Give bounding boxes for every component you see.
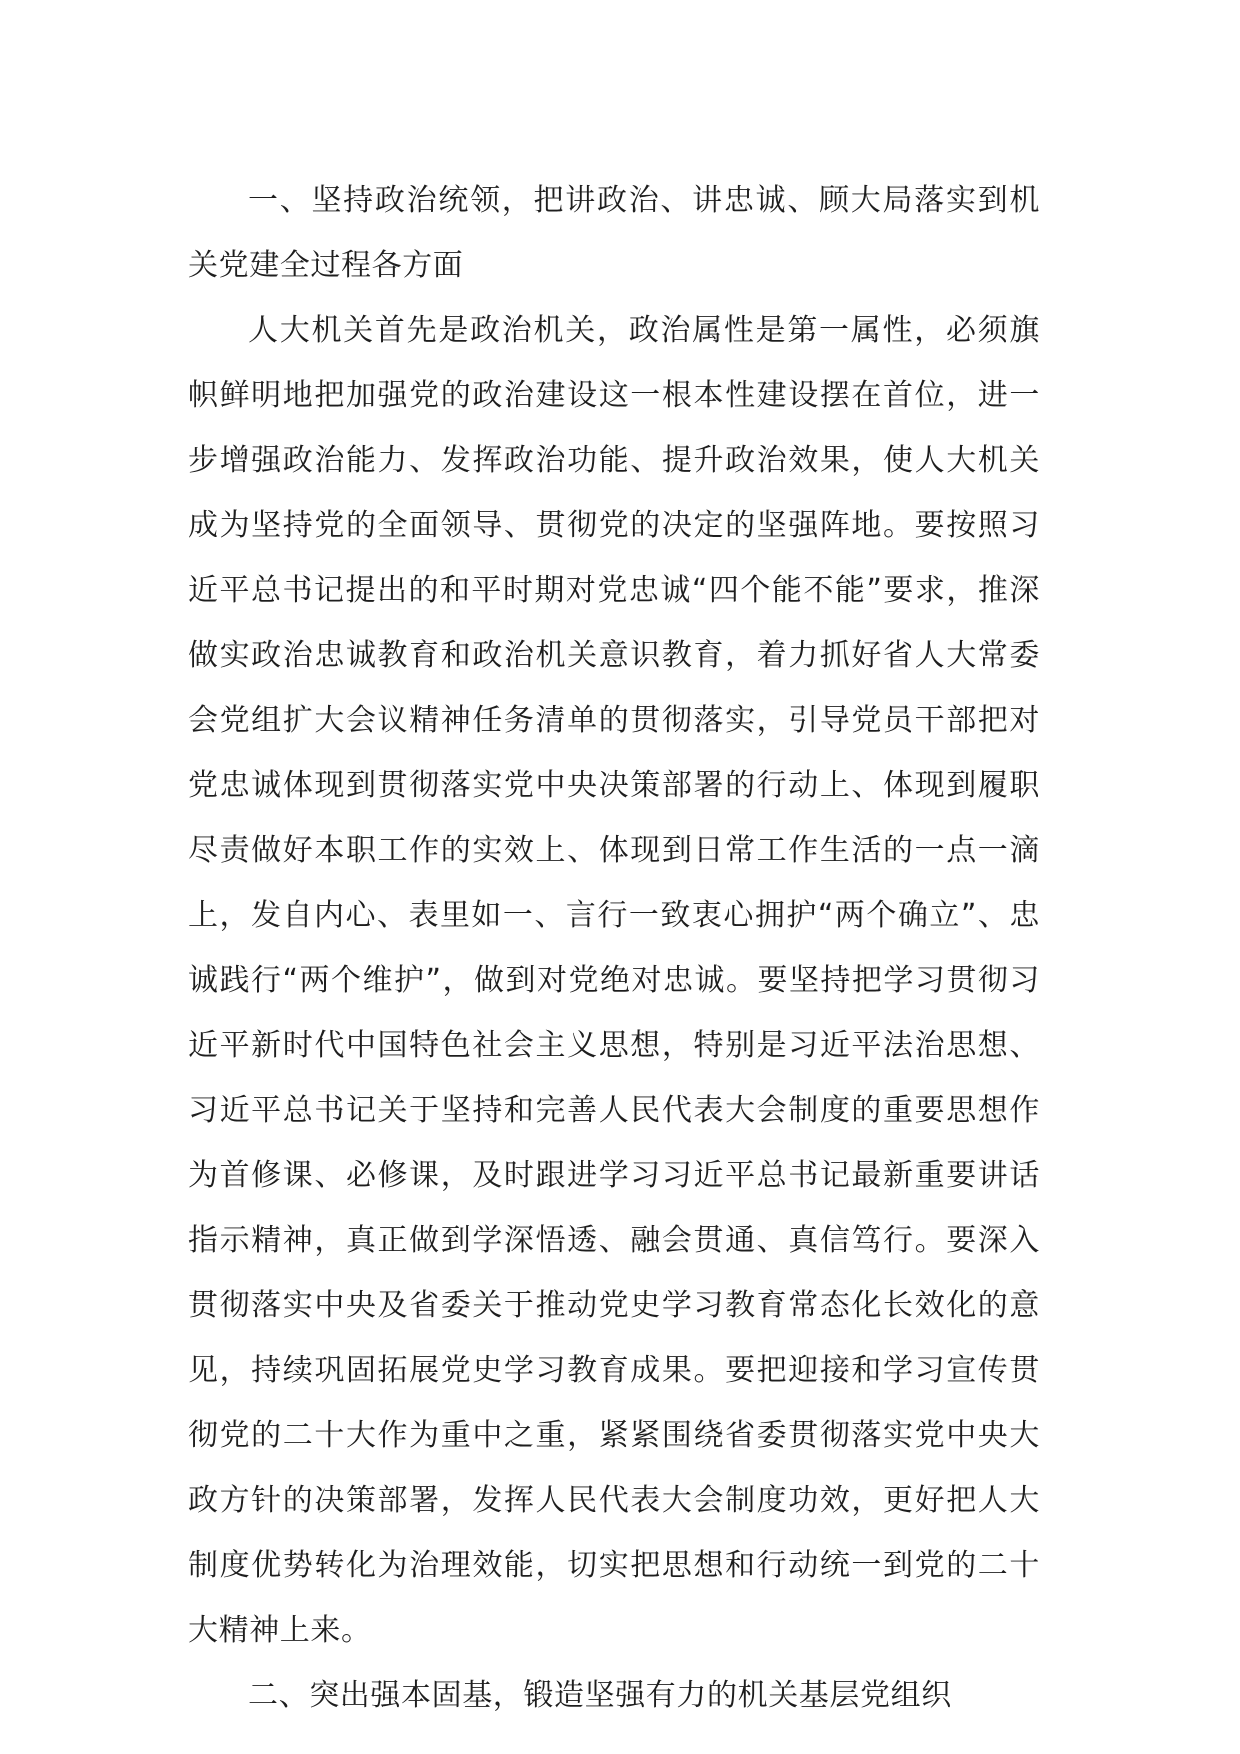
document-body	[188, 168, 1040, 1728]
section-heading-1: 一、坚持政治统领，把讲政治、讲忠诚、顾大局落实到机关党建全过程各方面	[188, 183, 1040, 283]
section-heading-2: 二、突出强本固基，锻造坚强有力的机关基层党组织	[248, 1678, 952, 1713]
body-paragraph: 人大机关首先是政治机关，政治属性是第一属性，必须旗帜鲜明地把加强党的政治建设这一根本性建设摆在首位，进一步增强政治能力、发挥政治功能、提升政治效果，使人大机关成为坚持党的全面领导、贯彻党的决定的坚强阵地。要按照习近平总书记提出的和平时期对党忠诚“四个能不能”要求，推深做实政治忠诚教育和政治机关意识教育，着力抓好省人大常委会党组扩大会议精神任务清单的贯彻落实，引导党员干部把对党忠诚体现到贯彻落实党中央决策部署的行动上、体现到履职尽责做好本职工作的实效上、体现到日常工作生活的一点一滴上，发自内心、表里如一、言行一致衷心拥护“两个确立”、忠诚践行“两个维护”，做到对党绝对忠诚。要坚持把学习贯彻习近平新时代中国特色社会主义思想，特别是习近平法治思想、习近平总书记关于坚持和完善人民代表大会制度的重要思想作为首修课、必修课，及时跟进学习习近平总书记最新重要讲话指示精神，真正做到学深悟透、融会贯通、真信笃行。要深入贯彻落实中央及省委关于推动党史学习教育常态化长效化的意见，持续巩固拓展党史学习教育成果。要把迎接和学习宣传贯彻党的二十大作为重中之重，紧紧围绕省委贯彻落实党中央大政方针的决策部署，发挥人民代表大会制度功效，更好把人大制度优势转化为治理效能，切实把思想和行动统一到党的二十大精神上来。	[188, 313, 1040, 1648]
